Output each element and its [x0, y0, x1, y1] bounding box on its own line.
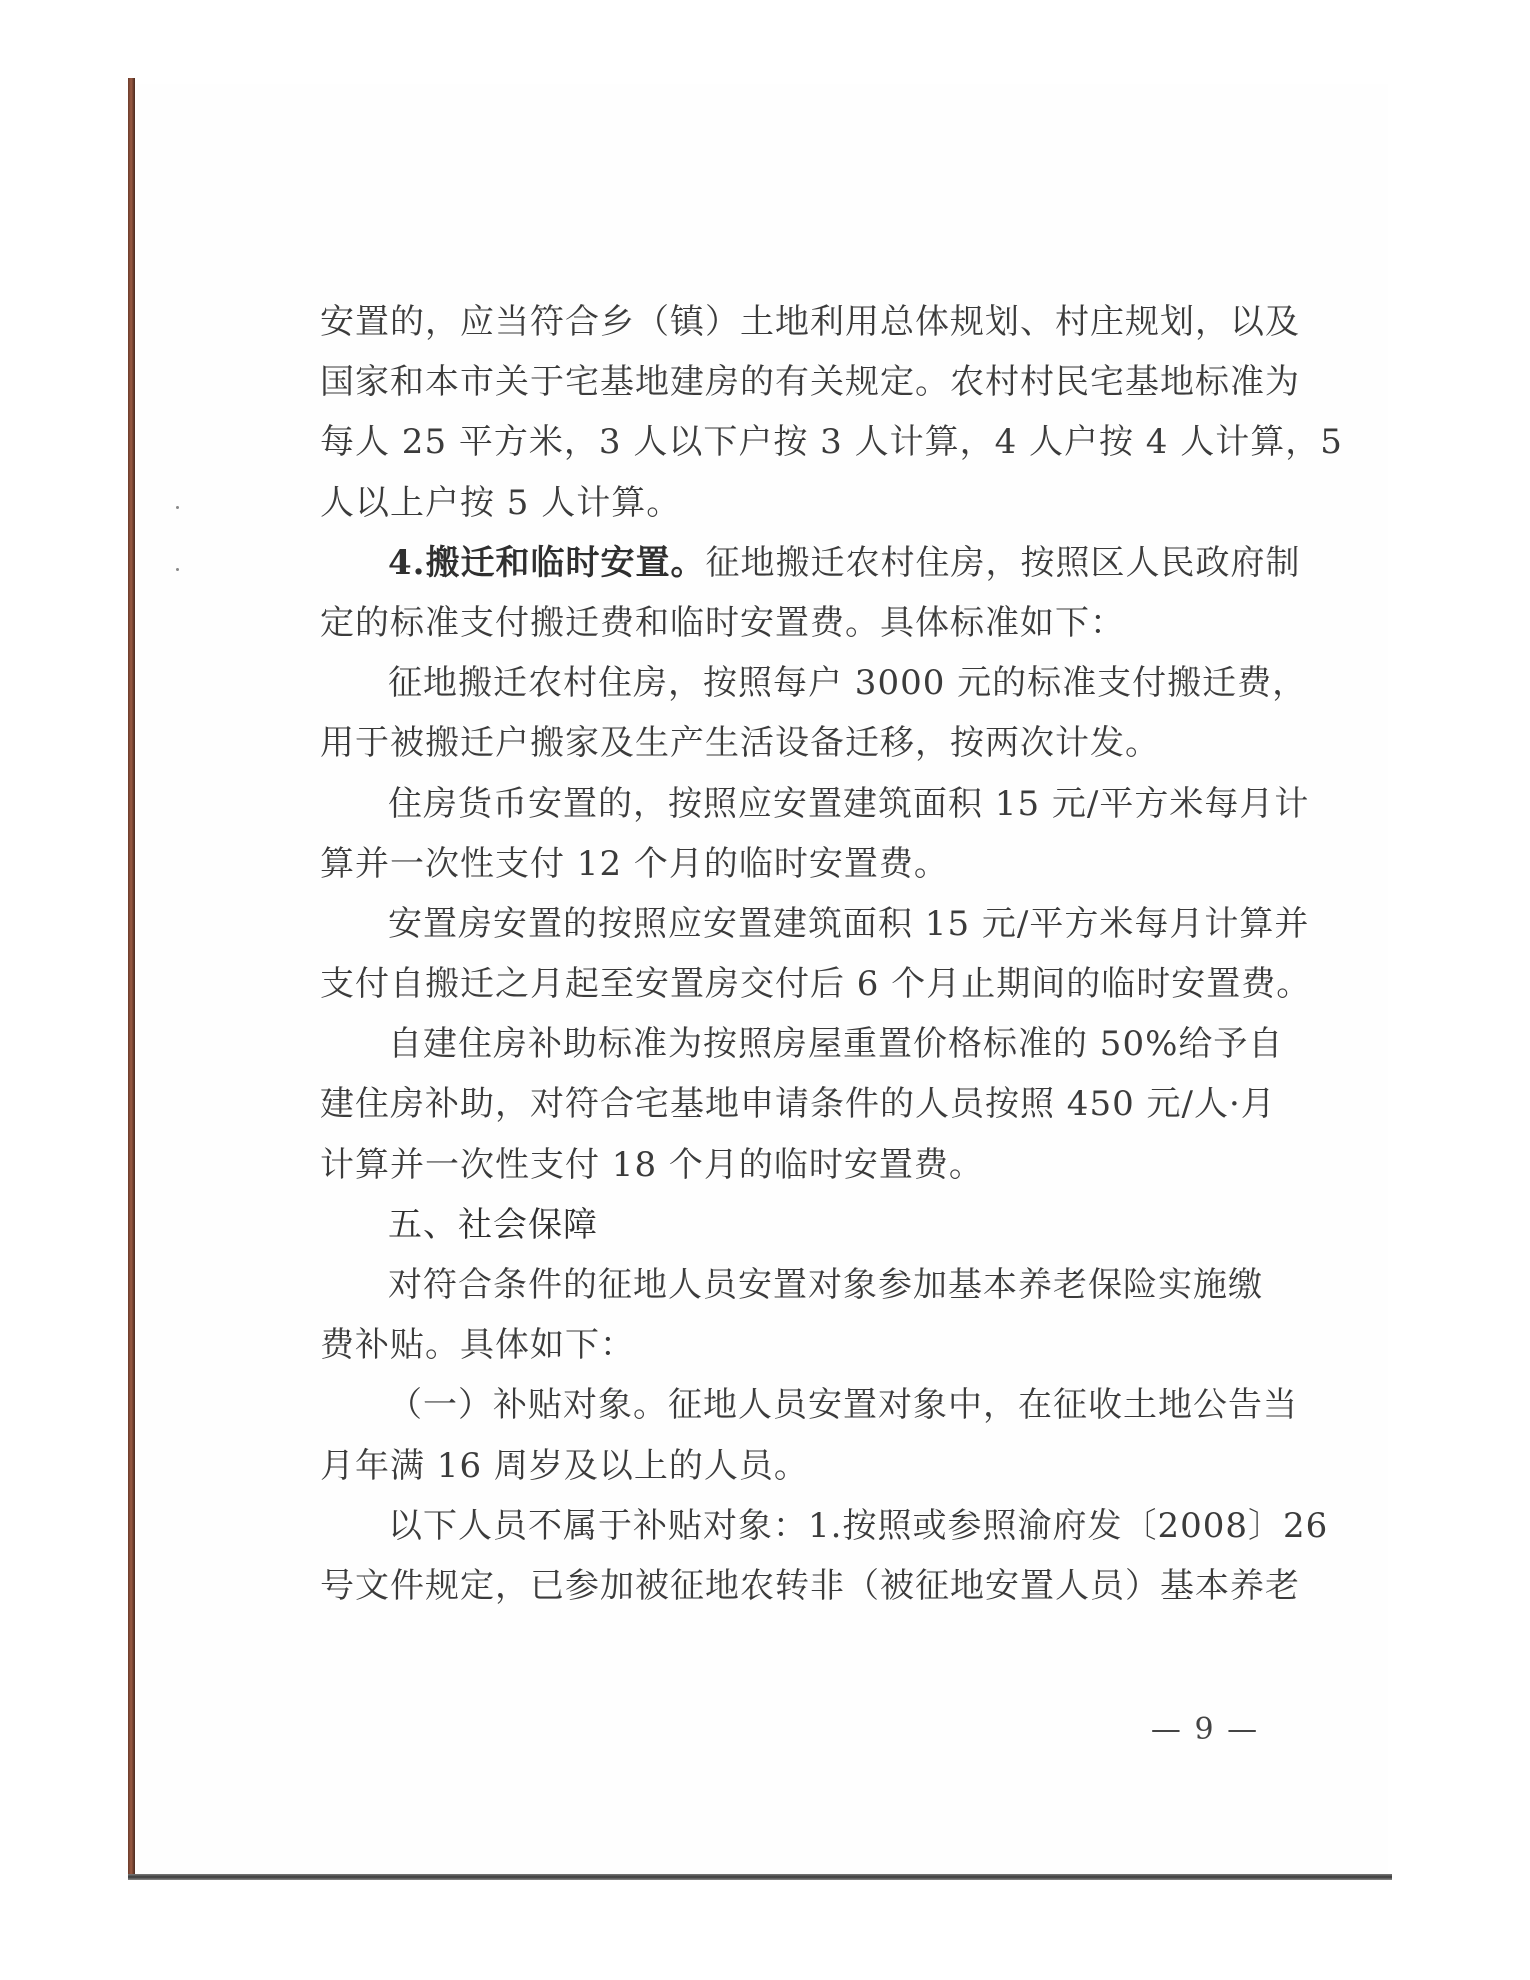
section-heading: 五、社会保障 [388, 1204, 598, 1245]
text-line: 月年满 16 周岁及以上的人员。 [320, 1445, 809, 1486]
text-line: 用于被搬迁户搬家及生产生活设备迁移，按两次计发。 [320, 723, 1160, 764]
text-line: 每人 25 平方米，3 人以下户按 3 人计算，4 人户按 4 人计算，5 [320, 422, 1343, 463]
text-line: 对符合条件的征地人员安置对象参加基本养老保险实施缴 [388, 1265, 1263, 1305]
text-line: 算并一次性支付 12 个月的临时安置费。 [320, 843, 949, 884]
text-line: 计算并一次性支付 18 个月的临时安置费。 [320, 1144, 984, 1185]
page-number: — 9 — [1150, 1712, 1260, 1747]
text-line: 建住房补助，对符合宅基地申请条件的人员按照 450 元/人·月 [320, 1084, 1276, 1125]
text-line: 征地搬迁农村住房，按照每户 3000 元的标准支付搬迁费， [388, 663, 1308, 704]
text-line: 费补贴。具体如下： [320, 1325, 635, 1366]
text-line [320, 533, 1301, 593]
body-text [320, 292, 1343, 1616]
text-line: 以下人员不属于补贴对象：1.按照或参照渝府发〔2008〕26 [388, 1505, 1329, 1546]
scan-bottom-edge [128, 1874, 1392, 1880]
text-line: 安置房安置的按照应安置建筑面积 15 元/平方米每月计算并 [388, 903, 1310, 944]
scan-left-edge [128, 78, 135, 1880]
text-line: 支付自搬迁之月起至安置房交付后 6 个月止期间的临时安置费。 [320, 964, 1312, 1005]
text-line: 定的标准支付搬迁费和临时安置费。具体标准如下： [320, 602, 1125, 643]
text-segment: 征地搬迁农村住房，按照区人民政府制 [705, 542, 1301, 583]
text-line: 人以上户按 5 人计算。 [320, 482, 682, 523]
bold-subheading: 4.搬迁和临时安置。 [388, 542, 706, 583]
text-line: 国家和本市关于宅基地建房的有关规定。农村村民宅基地标准为 [320, 362, 1300, 403]
text-line: 安置的，应当符合乡（镇）土地利用总体规划、村庄规划，以及 [320, 302, 1300, 342]
text-line: 号文件规定，已参加被征地农转非（被征地安置人员）基本养老 [320, 1565, 1300, 1606]
text-line: 住房货币安置的，按照应安置建筑面积 15 元/平方米每月计 [388, 783, 1310, 824]
text-line: 自建住房补助标准为按照房屋重置价格标准的 50%给予自 [388, 1024, 1284, 1065]
scan-speck [176, 568, 179, 571]
scan-speck [176, 506, 179, 509]
text-line: （一）补贴对象。征地人员安置对象中，在征收土地公告当 [388, 1385, 1298, 1426]
